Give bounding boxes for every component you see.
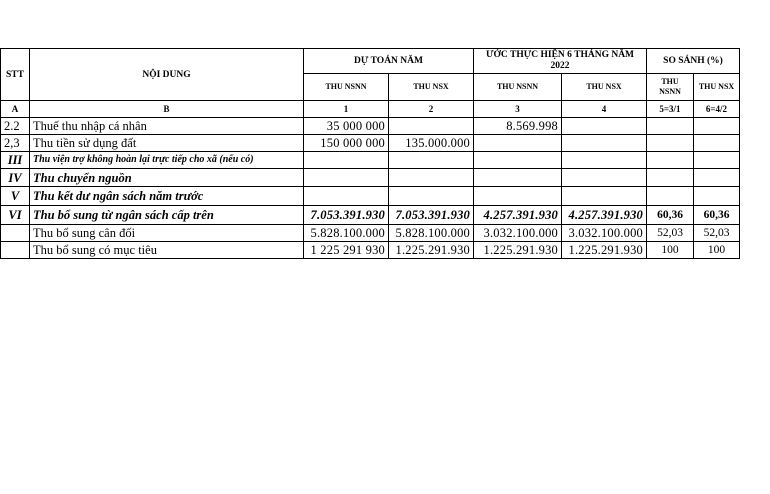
index-cell: 4 xyxy=(562,101,647,118)
row-v1: 35 000 000 xyxy=(304,118,389,135)
row-v1: 5.828.100.000 xyxy=(304,225,389,242)
row-v1 xyxy=(304,187,389,206)
row-stt xyxy=(1,242,30,259)
row-v5 xyxy=(647,135,694,152)
row-v6 xyxy=(694,187,740,206)
row-v5 xyxy=(647,169,694,187)
row-v3: 8.569.998 xyxy=(474,118,562,135)
header-thu-nsnn-2: THU NSNN xyxy=(474,74,562,101)
table-row xyxy=(1,206,740,225)
row-v1: 150 000 000 xyxy=(304,135,389,152)
row-v5: 100 xyxy=(647,242,694,259)
table-row xyxy=(1,225,740,242)
table-row xyxy=(1,187,740,206)
index-cell: 6=4/2 xyxy=(694,101,740,118)
row-v2: 1.225.291.930 xyxy=(389,242,474,259)
header-du-toan: DỰ TOÁN NĂM xyxy=(304,49,474,74)
row-content: Thuế thu nhập cá nhân xyxy=(30,118,304,135)
row-v4: 1.225.291.930 xyxy=(562,242,647,259)
row-v4: 4.257.391.930 xyxy=(562,206,647,225)
row-v2 xyxy=(389,187,474,206)
row-v6: 52,03 xyxy=(694,225,740,242)
header-thu-nsnn-1: THU NSNN xyxy=(304,74,389,101)
row-v3 xyxy=(474,135,562,152)
row-v3: 4.257.391.930 xyxy=(474,206,562,225)
table-row xyxy=(1,152,740,169)
row-v4: 3.032.100.000 xyxy=(562,225,647,242)
header-stt: STT xyxy=(1,49,30,101)
row-v4 xyxy=(562,169,647,187)
header-thu-nsx-2: THU NSX xyxy=(562,74,647,101)
header-so-sanh: SO SÁNH (%) xyxy=(647,49,740,74)
row-stt: IV xyxy=(1,169,30,187)
row-v5 xyxy=(647,187,694,206)
row-content: Thu bổ sung cân đối xyxy=(30,225,304,242)
row-v6: 100 xyxy=(694,242,740,259)
index-cell: B xyxy=(30,101,304,118)
row-stt: III xyxy=(1,152,30,169)
row-v5: 60,36 xyxy=(647,206,694,225)
row-stt: V xyxy=(1,187,30,206)
row-v5 xyxy=(647,118,694,135)
row-v4 xyxy=(562,135,647,152)
row-v6 xyxy=(694,152,740,169)
row-v6: 60,36 xyxy=(694,206,740,225)
row-v3: 1.225.291.930 xyxy=(474,242,562,259)
row-v4 xyxy=(562,152,647,169)
budget-table xyxy=(0,48,740,259)
row-v2 xyxy=(389,118,474,135)
index-cell: 1 xyxy=(304,101,389,118)
index-row xyxy=(1,101,740,118)
row-content: Thu kết dư ngân sách năm trước xyxy=(30,187,304,206)
row-v1 xyxy=(304,169,389,187)
row-v2: 135.000.000 xyxy=(389,135,474,152)
header-thu-nsx-1: THU NSX xyxy=(389,74,474,101)
index-cell: A xyxy=(1,101,30,118)
header-uoc-thuc-hien: ƯỚC THỰC HIỆN 6 THÁNG NĂM 2022 xyxy=(474,49,647,74)
row-v6 xyxy=(694,135,740,152)
table-row xyxy=(1,135,740,152)
row-v1: 1 225 291 930 xyxy=(304,242,389,259)
row-v2: 5.828.100.000 xyxy=(389,225,474,242)
row-v5 xyxy=(647,152,694,169)
header-thu-nsnn-3: THU NSNN xyxy=(647,74,694,101)
index-cell: 2 xyxy=(389,101,474,118)
header-noi-dung: NỘI DUNG xyxy=(30,49,304,101)
row-v1: 7.053.391.930 xyxy=(304,206,389,225)
row-content: Thu bổ sung có mục tiêu xyxy=(30,242,304,259)
row-stt: 2,3 xyxy=(1,135,30,152)
row-v3 xyxy=(474,169,562,187)
row-v4 xyxy=(562,187,647,206)
index-cell: 3 xyxy=(474,101,562,118)
header-thu-nsx-3: THU NSX xyxy=(694,74,740,101)
row-stt xyxy=(1,225,30,242)
row-stt: 2.2 xyxy=(1,118,30,135)
table-row xyxy=(1,118,740,135)
table-row xyxy=(1,242,740,259)
row-v2: 7.053.391.930 xyxy=(389,206,474,225)
row-stt: VI xyxy=(1,206,30,225)
row-content: Thu tiền sử dụng đất xyxy=(30,135,304,152)
row-content: Thu chuyển nguồn xyxy=(30,169,304,187)
row-v3 xyxy=(474,152,562,169)
row-v3: 3.032.100.000 xyxy=(474,225,562,242)
row-v6 xyxy=(694,169,740,187)
row-v2 xyxy=(389,169,474,187)
row-v4 xyxy=(562,118,647,135)
header-row-1 xyxy=(1,49,740,74)
table-row xyxy=(1,169,740,187)
row-v5: 52,03 xyxy=(647,225,694,242)
row-content: Thu viện trợ không hoàn lại trực tiếp cho xã (nếu có) xyxy=(30,152,304,169)
index-cell: 5=3/1 xyxy=(647,101,694,118)
row-v1 xyxy=(304,152,389,169)
row-v6 xyxy=(694,118,740,135)
row-v2 xyxy=(389,152,474,169)
row-content: Thu bổ sung từ ngân sách cấp trên xyxy=(30,206,304,225)
row-v3 xyxy=(474,187,562,206)
